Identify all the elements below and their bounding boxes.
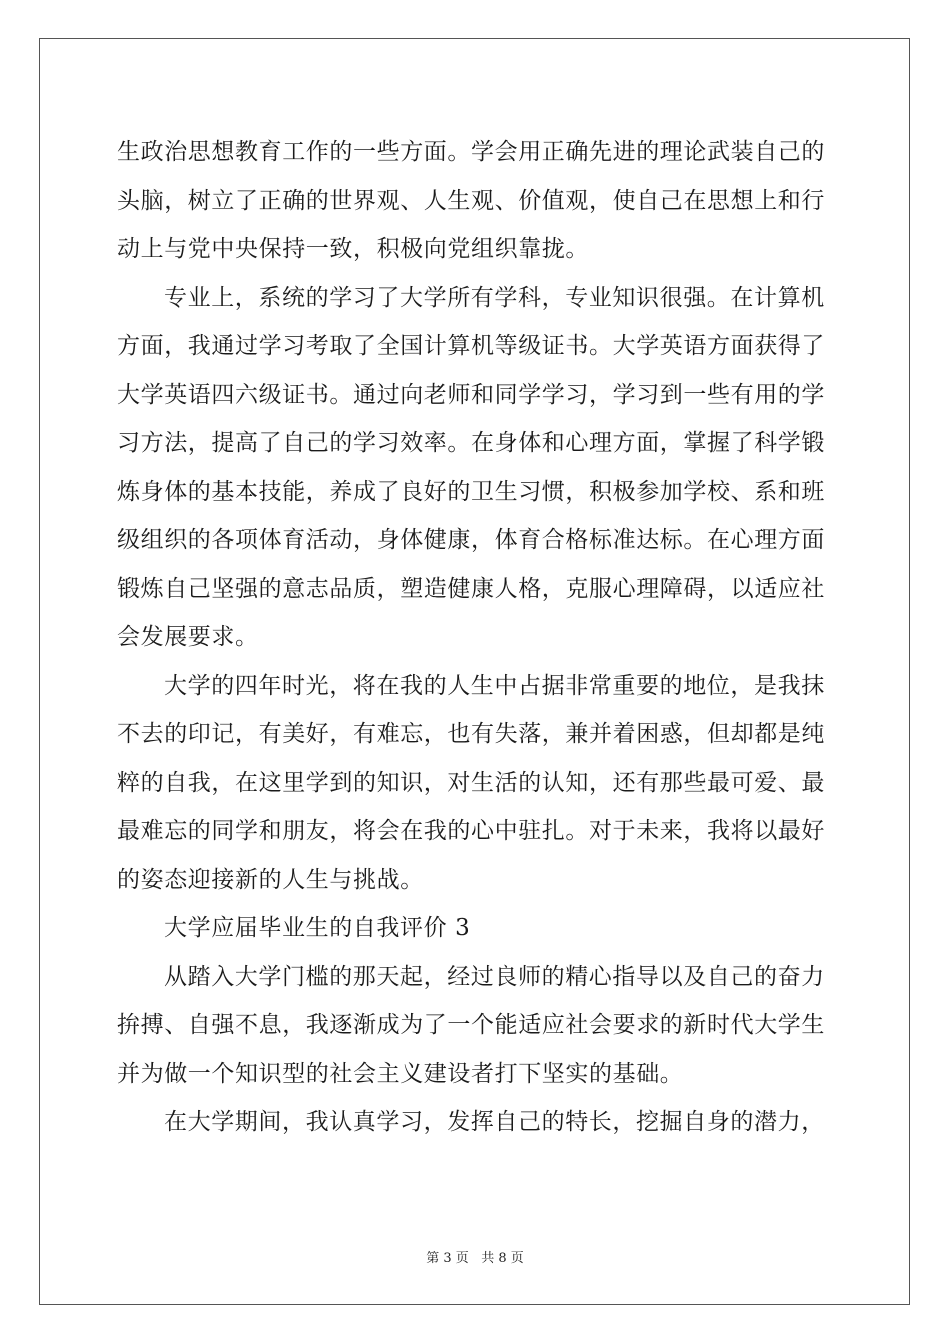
text-line: 习方法，提高了自己的学习效率。在身体和心理方面，掌握了科学锻 bbox=[117, 430, 825, 456]
paragraph bbox=[117, 1098, 833, 1147]
text-line: 不去的印记，有美好，有难忘，也有失落，兼并着困惑，但却都是纯 bbox=[117, 721, 825, 747]
text-line: 炼身体的基本技能，养成了良好的卫生习惯，积极参加学校、系和班 bbox=[117, 478, 825, 505]
text-line: 在大学期间，我认真学习，发挥自己的特长，挖掘自身的潜力， bbox=[164, 1109, 825, 1135]
text-line: 动上与党中央保持一致，积极向党组织靠拢。 bbox=[117, 236, 589, 262]
paragraph bbox=[117, 662, 833, 905]
text-line: 锻炼自己坚强的意志品质，塑造健康人格，克服心理障碍，以适应社 bbox=[117, 575, 825, 602]
text-line: 最难忘的同学和朋友，将会在我的心中驻扎。对于未来，我将以最好 bbox=[117, 818, 825, 844]
text-line: 专业上，系统的学习了大学所有学科，专业知识很强。在计算机 bbox=[164, 284, 825, 311]
text-line: 方面，我通过学习考取了全国计算机等级证书。大学英语方面获得了 bbox=[117, 333, 825, 359]
page-number-footer: 第 3 页 共 8 页 bbox=[426, 1251, 524, 1266]
text-line: 级组织的各项体育活动，身体健康，体育合格标准达标。在心理方面 bbox=[117, 527, 825, 553]
text-line: 从踏入大学门槛的那天起，经过良师的精心指导以及自己的奋力 bbox=[164, 963, 825, 990]
text-line: 并为做一个知识型的社会主义建设者打下坚实的基础。 bbox=[117, 1060, 684, 1087]
text-line: 会发展要求。 bbox=[117, 624, 259, 650]
text-line: 生政治思想教育工作的一些方面。学会用正确先进的理论武装自己的 bbox=[117, 139, 825, 165]
paragraph bbox=[117, 953, 833, 1099]
section-heading: 大学应届毕业生的自我评价 3 bbox=[164, 915, 471, 941]
text-line: 的姿态迎接新的人生与挑战。 bbox=[117, 866, 424, 893]
paragraph bbox=[117, 274, 833, 662]
text-line: 头脑，树立了正确的世界观、人生观、价值观，使自己在思想上和行 bbox=[117, 187, 825, 214]
text-line: 大学英语四六级证书。通过向老师和同学学习，学习到一些有用的学 bbox=[117, 381, 825, 408]
text-line: 粹的自我，在这里学到的知识，对生活的认知，还有那些最可爱、最 bbox=[117, 769, 825, 796]
document-body bbox=[117, 128, 833, 1147]
paragraph bbox=[117, 128, 833, 274]
text-line: 拚搏、自强不息，我逐渐成为了一个能适应社会要求的新时代大学生 bbox=[117, 1012, 825, 1038]
text-line: 大学的四年时光，将在我的人生中占据非常重要的地位，是我抹 bbox=[164, 672, 825, 699]
